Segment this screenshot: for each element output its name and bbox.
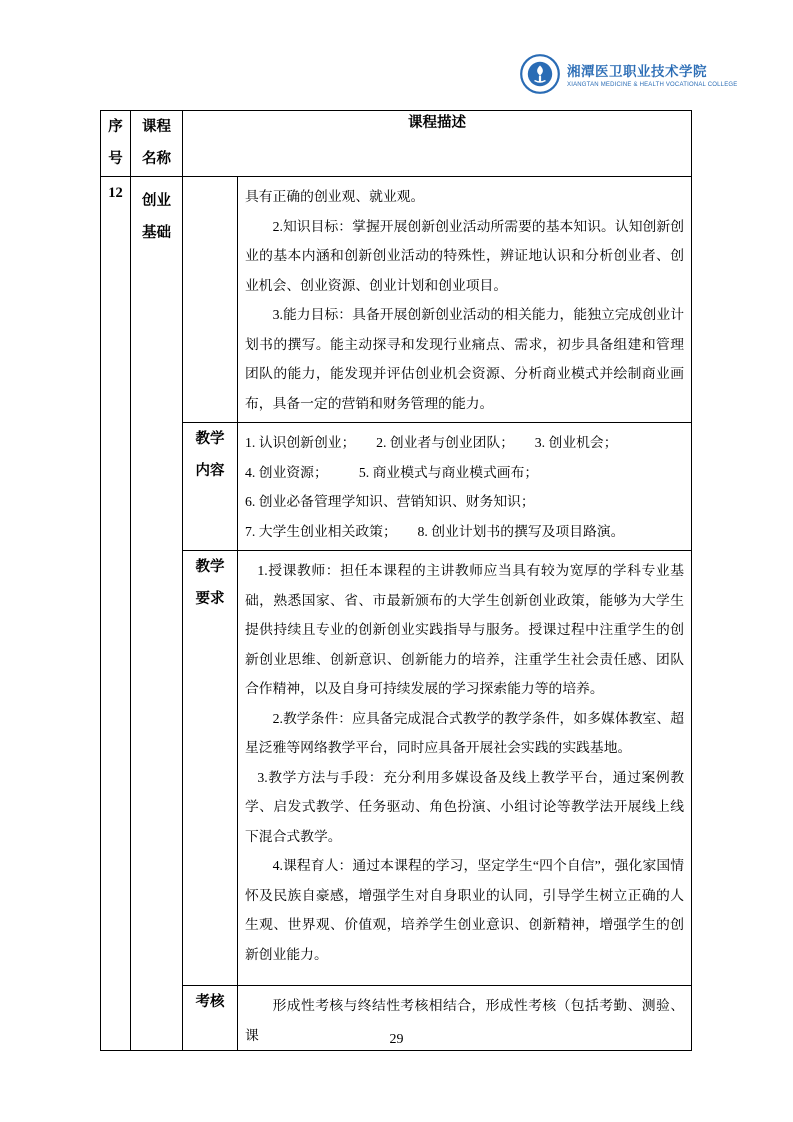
overview-paragraph: 3.能力目标：具备开展创新创业活动的相关能力，能独立完成创业计划书的撰写。能主动探寻和发现行业痛点、需求，初步具备组建和管理团队的能力，能发现并评估创业机会资源、分析商业模式并绘制商业画布，具备一定的营销和财务管理的能力。: [245, 307, 684, 411]
college-emblem-icon: [520, 54, 560, 94]
teaching-content-label-cell: 教学内容: [183, 423, 238, 551]
college-name-en: XIANGTAN MEDICINE & HEALTH VOCATIONAL COLLEGE: [567, 82, 738, 88]
assessment-label-cell: 考核: [183, 986, 238, 1051]
col-header-course-name: 课程名称: [131, 111, 183, 177]
course-description-table: [100, 110, 692, 1051]
college-logo: [520, 54, 737, 94]
overview-paragraph: 2.知识目标：掌握开展创新创业活动所需要的基本知识。认知创新创业的基本内涵和创新创业活动的特殊性，辨证地认识和分析创业者、创业机会、创业资源、创业计划和创业项目。: [245, 218, 684, 293]
teaching-requirements-paragraph: 4.课程育人：通过本课程的学习，坚定学生“四个自信”，强化家国情怀及民族自豪感，增强学生对自身职业的认同，引导学生树立正确的人生观、世界观、价值观，培养学生创业意识、创新精神，增强学生的创新创业能力。: [245, 858, 684, 962]
table-row-teaching-content: [101, 423, 692, 551]
table-row-overview: [101, 177, 692, 423]
table-row-teaching-requirements: [101, 551, 692, 986]
teaching-requirements-label-cell: 教学要求: [183, 551, 238, 986]
teaching-content-cell: [238, 423, 692, 551]
teaching-requirements-paragraph: 3.教学方法与手段：充分利用多媒设备及线上教学平台，通过案例教学、启发式教学、任务驱动、角色扮演、小组讨论等教学法开展线上线下混合式教学。: [245, 769, 684, 844]
teaching-content-line: 4. 创业资源； 5. 商业模式与商业模式画布；: [245, 464, 539, 480]
course-number-cell: 12: [101, 177, 131, 1051]
teaching-requirements-paragraph: 1.授课教师：担任本课程的主讲教师应当具有较为宽厚的学科专业基础，熟悉国家、省、市最新颁布的大学生创新创业政策，能够为大学生提供持续且专业的创新创业实践指导与服务。授课过程中注重学生的创新创业思维、创新意识、创新能力的培养，注重学生社会责任感、团队合作精神，以及自身可持续发展的学习探索能力等的培养。: [245, 563, 684, 696]
teaching-content-line: 6. 创业必备管理学知识、营销知识、财务知识；: [245, 494, 535, 509]
assessment-paragraph: 形成性考核与终结性考核相结合，形成性考核（包括考勤、测验、课: [245, 998, 684, 1043]
teaching-content-line: 7. 大学生创业相关政策； 8. 创业计划书的撰写及项目路演。: [245, 523, 625, 539]
college-name-block: [567, 60, 737, 88]
teaching-requirements-paragraph: 2.教学条件：应具备完成混合式教学的教学条件，如多媒体教室、超星泛雅等网络教学平台，同时应具备开展社会实践的实践基地。: [245, 710, 684, 755]
overview-content-cell: [238, 177, 692, 423]
page-number: 29: [389, 1032, 404, 1047]
overview-paragraph: 具有正确的创业观、就业观。: [245, 189, 425, 204]
college-name-cn: 湘潭医卫职业技术学院: [567, 64, 707, 79]
course-name-cell: 创业基础: [131, 177, 183, 1051]
table-header-row: [101, 111, 692, 177]
overview-label-cell-empty: [183, 177, 238, 423]
col-header-no: 序号: [101, 111, 131, 177]
teaching-content-line: 1. 认识创新创业； 2. 创业者与创业团队； 3. 创业机会；: [245, 435, 618, 450]
teaching-requirements-cell: [238, 551, 692, 986]
col-header-course-desc: 课程描述: [183, 111, 692, 177]
